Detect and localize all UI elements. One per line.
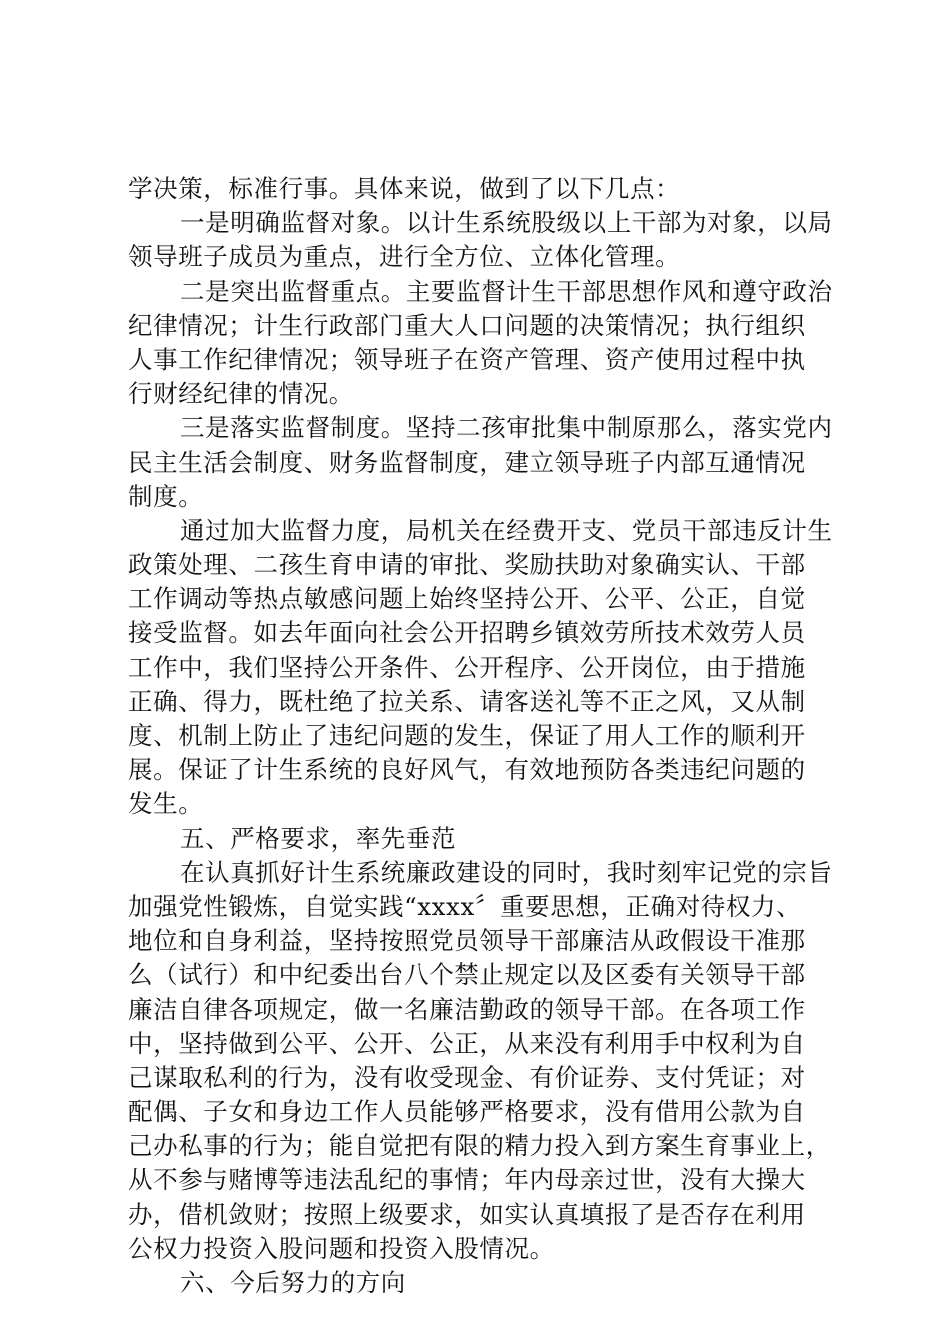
paragraph-first-line: 五、严格要求，率先垂范 bbox=[180, 823, 457, 853]
paragraph-first-line: 在认真抓好计生系统廉政建设的同时，我时刻牢记党的宗旨 bbox=[180, 857, 833, 887]
text-line: 么（试行）和中纪委出台八个禁止规定以及区委有关领导干部 bbox=[128, 960, 806, 990]
text-line: 行财经纪律的情况。 bbox=[128, 379, 354, 409]
text-line: 从不参与赌博等违法乱纪的事情；年内母亲过世，没有大操大 bbox=[128, 1165, 806, 1195]
paragraph-first-line: 一是明确监督对象。以计生系统股级以上干部为对象，以局 bbox=[180, 208, 833, 238]
paragraph-first-line: 二是突出监督重点。主要监督计生干部思想作风和遵守政治 bbox=[180, 276, 833, 306]
text-line: 领导班子成员为重点，进行全方位、立体化管理。 bbox=[128, 242, 681, 272]
paragraph-first-line: 六、今后努力的方向 bbox=[180, 1268, 406, 1297]
text-line: 中，坚持做到公平、公开、公正，从来没有利用手中权利为自 bbox=[128, 1028, 806, 1058]
text-line: 政策处理、二孩生育申请的审批、奖励扶助对象确实认、干部 bbox=[128, 550, 806, 580]
text-line: 廉洁自律各项规定，做一名廉洁勤政的领导干部。在各项工作 bbox=[128, 994, 806, 1024]
text-line: 发生。 bbox=[128, 789, 204, 819]
text-line: 正确、得力，既杜绝了拉关系、请客送礼等不正之风，又从制 bbox=[128, 686, 806, 716]
document-body bbox=[128, 172, 842, 1300]
text-line: 公权力投资入股问题和投资入股情况。 bbox=[128, 1233, 555, 1263]
text-line: 度、机制上防止了违纪问题的发生，保证了用人工作的顺利开 bbox=[128, 721, 806, 750]
text-line: 己办私事的行为；能自觉把有限的精力投入到方案生育事业上， bbox=[128, 1131, 831, 1161]
text-line: 民主生活会制度、财务监督制度，建立领导班子内部互通情况 bbox=[128, 447, 806, 477]
text-line: 学决策，标准行事。具体来说，做到了以下几点： bbox=[128, 174, 681, 203]
text-line: 展。保证了计生系统的良好风气，有效地预防各类违纪问题的 bbox=[128, 755, 806, 785]
text-line: 制度。 bbox=[128, 481, 204, 511]
text-line: 工作调动等热点敏感问题上始终坚持公开、公平、公正，自觉 bbox=[128, 584, 806, 614]
text-line: 配偶、子女和身边工作人员能够严格要求，没有借用公款为自 bbox=[128, 1097, 806, 1127]
paragraph-first-line: 三是落实监督制度。坚持二孩审批集中制原那么，落实党内 bbox=[180, 413, 833, 443]
text-line: 地位和自身利益，坚持按照党员领导干部廉洁从政假设干准那 bbox=[128, 926, 806, 956]
text-line: 己谋取私利的行为，没有收受现金、有价证券、支付凭证；对 bbox=[128, 1062, 806, 1092]
text-line: 接受监督。如去年面向社会公开招聘乡镇效劳所技术效劳人员 bbox=[128, 618, 806, 648]
text-line: 加强党性锻炼，自觉实践“xxxx〞重要思想，正确对待权力、 bbox=[128, 891, 802, 921]
text-line: 纪律情况；计生行政部门重大人口问题的决策情况；执行组织 bbox=[128, 310, 806, 340]
paragraph-first-line: 通过加大监督力度，局机关在经费开支、党员干部违反计生 bbox=[180, 515, 833, 545]
text-line: 人事工作纪律情况；领导班子在资产管理、资产使用过程中执 bbox=[128, 344, 806, 374]
text-line: 办，借机敛财；按照上级要求，如实认真填报了是否存在利用 bbox=[128, 1199, 806, 1229]
text-line: 工作中，我们坚持公开条件、公开程序、公开岗位，由于措施 bbox=[128, 652, 806, 682]
